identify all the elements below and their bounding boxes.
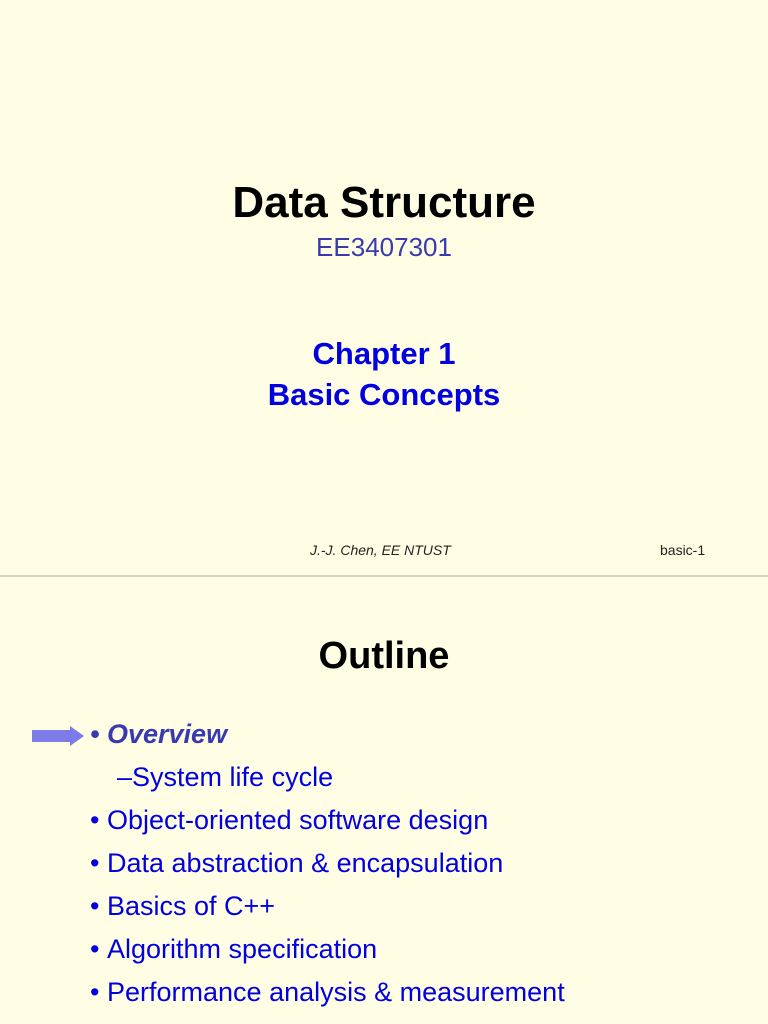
bullet: – <box>117 762 133 792</box>
course-code: EE3407301 <box>316 232 452 262</box>
list-item <box>90 756 565 799</box>
list-item-label: System life cycle <box>132 762 334 792</box>
list-item-label: Performance analysis & measurement <box>107 977 565 1007</box>
bullet: • <box>90 891 100 921</box>
chapter-title: Basic Concepts <box>267 377 501 412</box>
list-item-label: Data abstraction & encapsulation <box>107 848 504 878</box>
outline-list <box>90 713 565 1014</box>
list-item-label: Basics of C++ <box>107 891 276 921</box>
bullet: • <box>90 977 100 1007</box>
list-item <box>90 928 565 971</box>
list-item-label: Overview <box>107 719 228 749</box>
right-arrow-icon <box>32 726 84 746</box>
slide-title: Data Structure <box>232 178 536 227</box>
bullet: • <box>90 848 100 878</box>
outline-title: Outline <box>318 635 450 677</box>
chapter-heading <box>0 333 768 415</box>
list-item <box>90 799 565 842</box>
slide-footer-page: basic-1 <box>660 542 706 558</box>
list-item-label: Algorithm specification <box>107 934 378 964</box>
bullet: • <box>90 934 100 964</box>
list-item <box>90 842 565 885</box>
chapter-number: Chapter 1 <box>312 336 456 371</box>
bullet: • <box>90 805 100 835</box>
bullet: • <box>90 719 100 749</box>
slide-footer-author: J.-J. Chen, EE NTUST <box>310 542 451 558</box>
list-item <box>90 885 565 928</box>
slide-2 <box>0 577 768 1024</box>
list-item-label: Object-oriented software design <box>107 805 489 835</box>
list-item <box>90 971 565 1014</box>
list-item <box>90 713 565 756</box>
